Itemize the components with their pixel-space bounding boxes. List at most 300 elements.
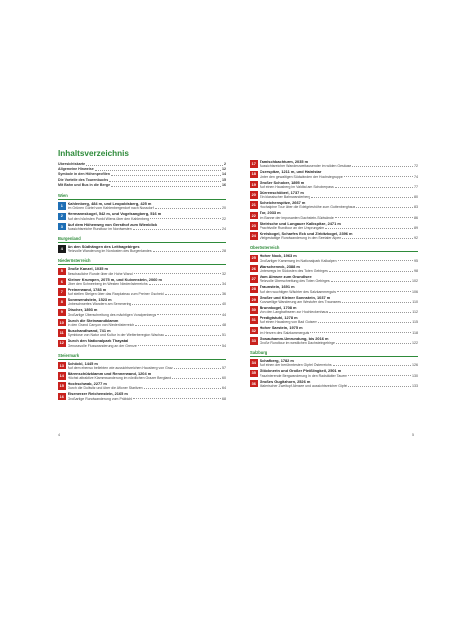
toc-entry [58, 319, 226, 327]
tour-description: Auf den wuchtigen Wächter des Salzkammerguts [259, 289, 336, 294]
tour-description: Faszinierende Bergwanderung in den Radstädter Tauern [259, 373, 348, 378]
tour-name: An den Südhängen des Leithagebirges [67, 244, 140, 249]
tour-page: 60 [222, 376, 226, 381]
toc-entry [250, 232, 418, 240]
tour-page: 24 [222, 226, 226, 231]
dot-leader [172, 376, 221, 379]
right-sections [250, 160, 418, 388]
tour-page: 118 [412, 330, 418, 335]
tour-page: 36 [222, 292, 226, 297]
toc-entry [250, 369, 418, 377]
tour-desc-line [68, 272, 227, 276]
tour-desc-line [68, 386, 227, 390]
region-heading: Oberösterreich [250, 245, 418, 252]
tour-desc-line [68, 249, 227, 253]
tour-desc-line [68, 313, 227, 317]
tour-desc-line [260, 290, 419, 294]
toc-entry [58, 339, 226, 347]
tour-desc-line [68, 282, 227, 286]
dot-leader [155, 206, 221, 209]
tour-description: Im Herzen des Salzkammerguts [259, 330, 310, 335]
toc-entry [250, 316, 418, 324]
tour-description: Unterwegs im Südosten des Toten Gebirges [259, 268, 328, 273]
tour-description: Hochalpine Tour über die Edelgrieshöhe zum Guttenberghaus [259, 205, 356, 210]
page-number-right: 5 [412, 433, 414, 437]
dot-leader [311, 195, 413, 198]
tour-name: Ötscher, 1893 m [67, 308, 98, 313]
tour-description: Aussichtsreiche Rundtour im Nordwesten [67, 226, 132, 231]
tour-number-badge: 33 [251, 338, 256, 343]
tour-desc-line [260, 175, 419, 179]
toc-entry-text [68, 223, 227, 231]
tour-name: Cserspitze, 1211 m, und Hainlstar [259, 170, 322, 175]
region-heading: Wien [58, 193, 226, 200]
dot-leader [329, 269, 413, 272]
tour-name: Durch den Nationalpark Thayatal [67, 339, 129, 344]
toc-entry [58, 245, 226, 253]
tour-description: Reizvolle Wanderung im Nordosten des Burgenlandes [67, 249, 152, 254]
tour-desc-line [260, 259, 419, 263]
toc-entry-text [68, 245, 227, 253]
region-heading: Niederösterreich [58, 258, 226, 265]
tour-page: 102 [412, 279, 418, 284]
toc-entry [250, 380, 418, 388]
tour-description: Unbeschwertes Wandern am Semmering [67, 302, 132, 307]
tour-desc-line [68, 333, 227, 337]
toc-entry [58, 267, 226, 275]
toc-entry-text [260, 306, 419, 314]
tour-name: Brunnkogel, 1708 m [259, 305, 297, 310]
tour-name: Durch die Steinwandklamm [67, 318, 119, 323]
toc-entry [250, 160, 418, 168]
tour-number-badge: 30 [251, 307, 256, 312]
toc-left-column [58, 162, 226, 401]
tour-description: Genussvolle Flusswanderung an der Grenze [67, 343, 137, 348]
toc-entry-text [68, 339, 227, 347]
tour-name: Große Kanzel, 1035 m [67, 267, 108, 272]
tour-number-badge: 18 [251, 172, 256, 177]
tour-description: Großartige Überschreitung des mächtigen Voralpenbergs [67, 312, 157, 317]
intro-item-label: Die Vorteile des Tourenbuchs [58, 177, 109, 182]
tour-description: Durch die Dullwitz und über die Afloner Staritzen [67, 386, 143, 391]
tour-page: 133 [412, 383, 418, 388]
tour-desc-line [68, 323, 227, 327]
toc-entry [58, 223, 226, 231]
tour-number-badge: 13 [59, 363, 64, 368]
tour-number-badge: 9 [58, 309, 66, 317]
tour-desc-line [260, 226, 419, 230]
tour-page: 98 [414, 268, 418, 273]
tour-description: In den Grand Canyon von Niederösterreich [67, 322, 135, 327]
dot-leader [336, 341, 411, 344]
toc-entry-text [260, 337, 419, 345]
toc-entry [58, 329, 226, 337]
tour-description: Reizvolle Überschreitung des Toten Gebirges [259, 279, 330, 284]
tour-name: Kleiner Krumpen, 2075 m, und Kuixenstein, 2060 m [67, 277, 162, 282]
toc-entry [250, 211, 418, 219]
toc-entry [58, 372, 226, 380]
intro-list [58, 162, 226, 188]
toc-entry-text [260, 191, 419, 199]
toc-entry [250, 359, 418, 367]
tour-description: Aussichtsreicher Wanderzweitausender im wilden Gesäuse [259, 164, 352, 169]
dot-leader [144, 386, 221, 389]
toc-entry [250, 181, 418, 189]
toc-entry [58, 212, 226, 220]
toc-entry [58, 202, 226, 210]
tour-name: Tor, 2033 m [259, 211, 281, 216]
tour-name: Schöckl, 1445 m [67, 361, 98, 366]
dot-leader [149, 282, 221, 285]
dot-leader [135, 323, 221, 326]
tour-number-badge: 6 [58, 278, 66, 286]
toc-entry-text [260, 285, 419, 293]
tour-page: 28 [222, 249, 226, 254]
tour-name: Dürrenschöberl, 1737 m [259, 190, 304, 195]
toc-entry-text [260, 211, 419, 219]
tour-page: 54 [222, 343, 226, 348]
tour-description: Prachtvolle Rundtour an der Ursprungalm [259, 226, 325, 231]
tour-number-badge: 20 [251, 192, 256, 197]
tour-description: Im Grünen Gürtel vom Kahlenbergerdorf nach Nussdorf [67, 206, 154, 211]
tour-page: 22 [222, 216, 226, 221]
region-heading: Steiermark [58, 353, 226, 360]
toc-entry-text [68, 319, 227, 327]
tour-desc-line [260, 331, 419, 335]
toc-entry-text [68, 267, 227, 275]
intro-item-page: 12 [222, 167, 226, 172]
tour-desc-line [260, 300, 419, 304]
intro-item-label: Allgemeine Hinweise [58, 167, 94, 172]
dot-leader [342, 300, 411, 303]
tour-page: 40 [222, 302, 226, 307]
toc-entry-text [68, 278, 227, 286]
tour-name: Scheichenspitze, 2667 m [259, 201, 306, 206]
toc-entry-text [260, 201, 419, 209]
tour-name: Schafberg, 1782 m [259, 359, 294, 364]
tour-desc-line [68, 302, 227, 306]
toc-entry-text [68, 202, 227, 210]
intro-item-page: 2 [224, 162, 226, 166]
tour-description: Unter den gewaltigen Südwänden der Hochstegruppe [259, 174, 343, 179]
intro-item-page: 14 [222, 172, 226, 177]
toc-entry-text [68, 392, 227, 400]
dot-leader [109, 178, 221, 182]
tour-name: Tamischbachturm, 2035 m [259, 160, 309, 164]
dot-leader [329, 310, 411, 313]
tour-description: Auf einen Hausberg im Valdtal am Schoberpass [259, 184, 334, 189]
dot-leader [165, 333, 221, 336]
tour-page: 74 [414, 174, 418, 179]
tour-description: Kurzweilige Wanderung am Westufer des Traunsees [259, 299, 342, 304]
tour-page: 72 [414, 164, 418, 169]
tour-page: 20 [222, 206, 226, 211]
tour-page: 83 [414, 205, 418, 210]
tour-desc-line [260, 374, 419, 378]
intro-item-page: 15 [222, 177, 226, 182]
tour-description: Auf dem ebenso beliebten wie aussichtsreichen Hausberg von Graz [67, 365, 173, 370]
toc-entry-text [68, 288, 227, 296]
tour-description: Ein klassischer Bahnwanderberg [259, 195, 311, 200]
tour-number-badge: 32 [251, 328, 256, 333]
toc-entry [250, 254, 418, 262]
tour-description: Im Banne der imposanten Dachstein-Südwände [259, 215, 334, 220]
dot-leader [174, 366, 221, 369]
tour-name: Hochschwab, 2277 m [67, 382, 107, 387]
toc-entry [250, 222, 418, 230]
tour-page: 112 [412, 310, 418, 315]
tour-desc-line [68, 376, 227, 380]
tour-description: Malerischer Zweitopf Almsee und aussichtsreicher Gipfel [259, 383, 348, 388]
dot-leader [335, 216, 413, 219]
toc-entry-text [68, 308, 227, 316]
tour-desc-line [68, 206, 227, 210]
toc-entry [250, 296, 418, 304]
dot-leader [335, 185, 413, 188]
region-heading: Burgenland [58, 236, 226, 243]
toc-entry [58, 288, 226, 296]
toc-entry [250, 285, 418, 293]
toc-entry-text [68, 329, 227, 337]
toc-entry [250, 170, 418, 178]
dot-leader [310, 331, 411, 334]
dot-leader [111, 172, 221, 176]
tour-name: Auf dem Höhenweg von Gersthof zum Wienblick [67, 222, 158, 227]
tour-desc-line [260, 363, 419, 367]
toc-entry-text [260, 232, 419, 240]
left-sections [58, 193, 226, 401]
toc-entry [58, 308, 226, 316]
tour-page: 95 [414, 258, 418, 263]
tour-desc-line [260, 164, 419, 168]
tour-number-badge: 29 [251, 297, 256, 302]
tour-description: Großartige Rundwanderung vom Präbichl [67, 396, 133, 401]
tour-page: 64 [222, 386, 226, 391]
tour-number-badge: 1 [58, 202, 66, 210]
tour-number-badge: 2 [58, 213, 66, 221]
tour-name: Glöcknerin und Großer Pleißlingkeil, 2501 m [259, 369, 342, 374]
toc-entry-text [260, 326, 419, 334]
tour-number-badge: 8 [58, 298, 66, 306]
dot-leader [153, 249, 221, 252]
dot-leader [342, 236, 413, 239]
tour-page: 92 [414, 236, 418, 241]
tour-description: Beschauliche Runde über die Hohe Wand [67, 271, 133, 276]
toc-entry-text [68, 382, 227, 390]
tour-description: Vielgestaltige Rundwanderung in den Seetaler Alpen [259, 236, 342, 241]
tour-description: Symbiose von Natur und Kultur in der Welterberegion Wachau [67, 333, 164, 338]
tour-number-badge: 28 [251, 287, 256, 292]
toc-entry-text [68, 372, 227, 380]
tour-desc-line [68, 292, 227, 296]
tour-number-badge: 14 [59, 373, 64, 378]
toc-entry [58, 278, 226, 286]
toc-entry [58, 392, 226, 400]
dot-leader [325, 226, 413, 229]
dot-leader [348, 374, 411, 377]
tour-number-badge: 23 [251, 223, 256, 228]
tour-page: 106 [412, 289, 418, 294]
intro-item [58, 183, 226, 188]
toc-right-column [250, 158, 418, 388]
tour-description: Auf den höchsten Punkt Wiens über den Kahlenberg [67, 216, 150, 221]
tour-page: 126 [412, 363, 418, 368]
tour-desc-line [68, 397, 227, 401]
tour-name: Bärenschützklamm und Rennerwand, 1204 m [67, 371, 152, 376]
tour-name: Kahlenberg, 484 m, und Leopoldsberg, 425 m [67, 202, 152, 207]
page-number-left: 4 [58, 433, 60, 437]
toc-entry-text [260, 380, 419, 388]
tour-number-badge: 21 [251, 203, 256, 208]
tour-name: Hermannskogel, 542 m, und Vogelsangberg, 516 m [67, 212, 162, 217]
toc-entry-text [260, 222, 419, 230]
tour-number-badge: 31 [251, 318, 256, 323]
tour-desc-line [68, 217, 227, 221]
tour-number-badge: 17 [251, 162, 256, 167]
tour-number-badge: 19 [251, 182, 256, 187]
tour-desc-line [260, 236, 419, 240]
toc-entry-text [260, 296, 419, 304]
tour-number-badge: 35 [251, 371, 256, 376]
dot-leader [337, 290, 411, 293]
tour-name: Großer und Kleiner Sonnstein, 1037 m [259, 295, 331, 300]
toc-entry-text [260, 254, 419, 262]
toc-entry-text [260, 265, 419, 273]
toc-entry [250, 306, 418, 314]
dot-leader [133, 397, 221, 400]
tour-description: Große Rundtour im westlichen Dachsteingebirge [259, 341, 335, 346]
tour-desc-line [68, 227, 227, 231]
tour-name: Traunstein, 1691 m [259, 285, 295, 290]
dot-leader [95, 167, 221, 171]
tour-desc-line [260, 195, 419, 199]
tour-description: Von den Langbathseen zur Hochleckenhaus [259, 310, 329, 315]
tour-page: 57 [222, 365, 226, 370]
tour-number-badge: 10 [59, 320, 64, 325]
tour-number-badge: 26 [251, 266, 256, 271]
toc-entry [250, 337, 418, 345]
toc-entry-text [260, 359, 419, 367]
dot-leader [356, 205, 413, 208]
tour-name: Steirische und Lungauer Kalkspitze, 2471 m [259, 221, 341, 226]
dot-leader [318, 320, 411, 323]
tour-name: Buschandlwand, 741 m [67, 328, 111, 333]
tour-name: Hoher Nock, 1963 m [259, 254, 297, 259]
toc-entry-text [260, 369, 419, 377]
dot-leader [352, 164, 413, 167]
tour-desc-line [68, 344, 227, 348]
tour-name: Vom Almsee zum Grundlsee [259, 274, 312, 279]
dot-leader [338, 259, 413, 262]
dot-leader [331, 279, 411, 282]
tour-number-badge: 7 [58, 288, 66, 296]
tour-desc-line [260, 341, 419, 345]
tour-number-badge: 5 [58, 268, 66, 276]
toc-entry-text [260, 160, 419, 168]
tour-page: 32 [222, 271, 226, 276]
dot-leader [86, 162, 223, 166]
toc-entry [250, 201, 418, 209]
tour-desc-line [260, 279, 419, 283]
dot-leader [138, 344, 221, 347]
toc-entry [250, 275, 418, 283]
tour-page: 51 [222, 333, 226, 338]
tour-description: Höchst attraktive Klammwanderung im nördlichen Grazer Bergland [67, 376, 172, 381]
dot-leader [165, 292, 221, 295]
tour-name: Warscheneck, 2388 m [259, 264, 300, 269]
tour-page: 89 [414, 226, 418, 231]
tour-name: Großer Schober, 1895 m [259, 180, 305, 185]
tour-number-badge: 3 [58, 223, 66, 231]
tour-desc-line [260, 320, 419, 324]
intro-item-label: Symbole in den Höhenprofilen [58, 172, 110, 177]
tour-description: Über den Schneeberg im Westen Niederösterreichs [67, 281, 148, 286]
toc-entry-text [68, 212, 227, 220]
tour-page: 122 [412, 341, 418, 346]
tour-page: 44 [222, 312, 226, 317]
toc-entry [250, 265, 418, 273]
dot-leader [111, 183, 221, 187]
toc-entry-text [260, 170, 419, 178]
dot-leader [150, 217, 221, 220]
page-title: Inhaltsverzeichnis [58, 149, 129, 158]
intro-item-page: 16 [222, 182, 226, 187]
toc-entry [58, 382, 226, 390]
dot-leader [132, 302, 221, 305]
tour-number-badge: 27 [251, 277, 256, 282]
toc-entry-text [68, 362, 227, 370]
dot-leader [348, 384, 411, 387]
tour-desc-line [260, 216, 419, 220]
dot-leader [333, 363, 411, 366]
tour-page: 115 [412, 320, 418, 325]
toc-entry [58, 362, 226, 370]
tour-page: 130 [412, 373, 418, 378]
dot-leader [344, 175, 413, 178]
tour-desc-line [260, 310, 419, 314]
tour-page: 110 [412, 299, 418, 304]
tour-name: Gosauhamm-Umrundung, bis 2016 m [259, 336, 329, 341]
tour-name: Hoher Sarstein, 1975 m [259, 326, 303, 331]
tour-desc-line [260, 185, 419, 189]
tour-number-badge: 11 [59, 331, 64, 336]
tour-number-badge: 15 [59, 384, 64, 389]
tour-number-badge: 22 [251, 213, 256, 218]
tour-number-badge: 12 [59, 341, 64, 346]
dot-leader [133, 227, 221, 230]
toc-entry-text [260, 275, 419, 283]
intro-item-label: Übersichtskarte [58, 162, 86, 166]
tour-desc-line [68, 366, 227, 370]
tour-number-badge: 16 [59, 394, 64, 399]
tour-description: Auf steilen Steigen über das Raxplateau zum Preiner Gscheid [67, 292, 164, 297]
tour-page: 80 [414, 195, 418, 200]
toc-entry [250, 326, 418, 334]
tour-number-badge: 36 [251, 381, 256, 386]
tour-description: Auf einen Hausberg von Bad Goisern [259, 320, 318, 325]
dot-leader [157, 313, 221, 316]
toc-entry-text [260, 181, 419, 189]
tour-number-badge: 4 [58, 245, 66, 253]
tour-name: Sonnwendstein, 1523 m [67, 298, 112, 303]
tour-page: 48 [222, 322, 226, 327]
tour-page: 34 [222, 281, 226, 286]
region-heading: Salzburg [250, 350, 418, 357]
intro-item-label: Mit Bahn und Bus in die Berge [58, 182, 111, 187]
tour-page: 86 [414, 215, 418, 220]
tour-desc-line [260, 384, 419, 388]
tour-desc-line [260, 269, 419, 273]
